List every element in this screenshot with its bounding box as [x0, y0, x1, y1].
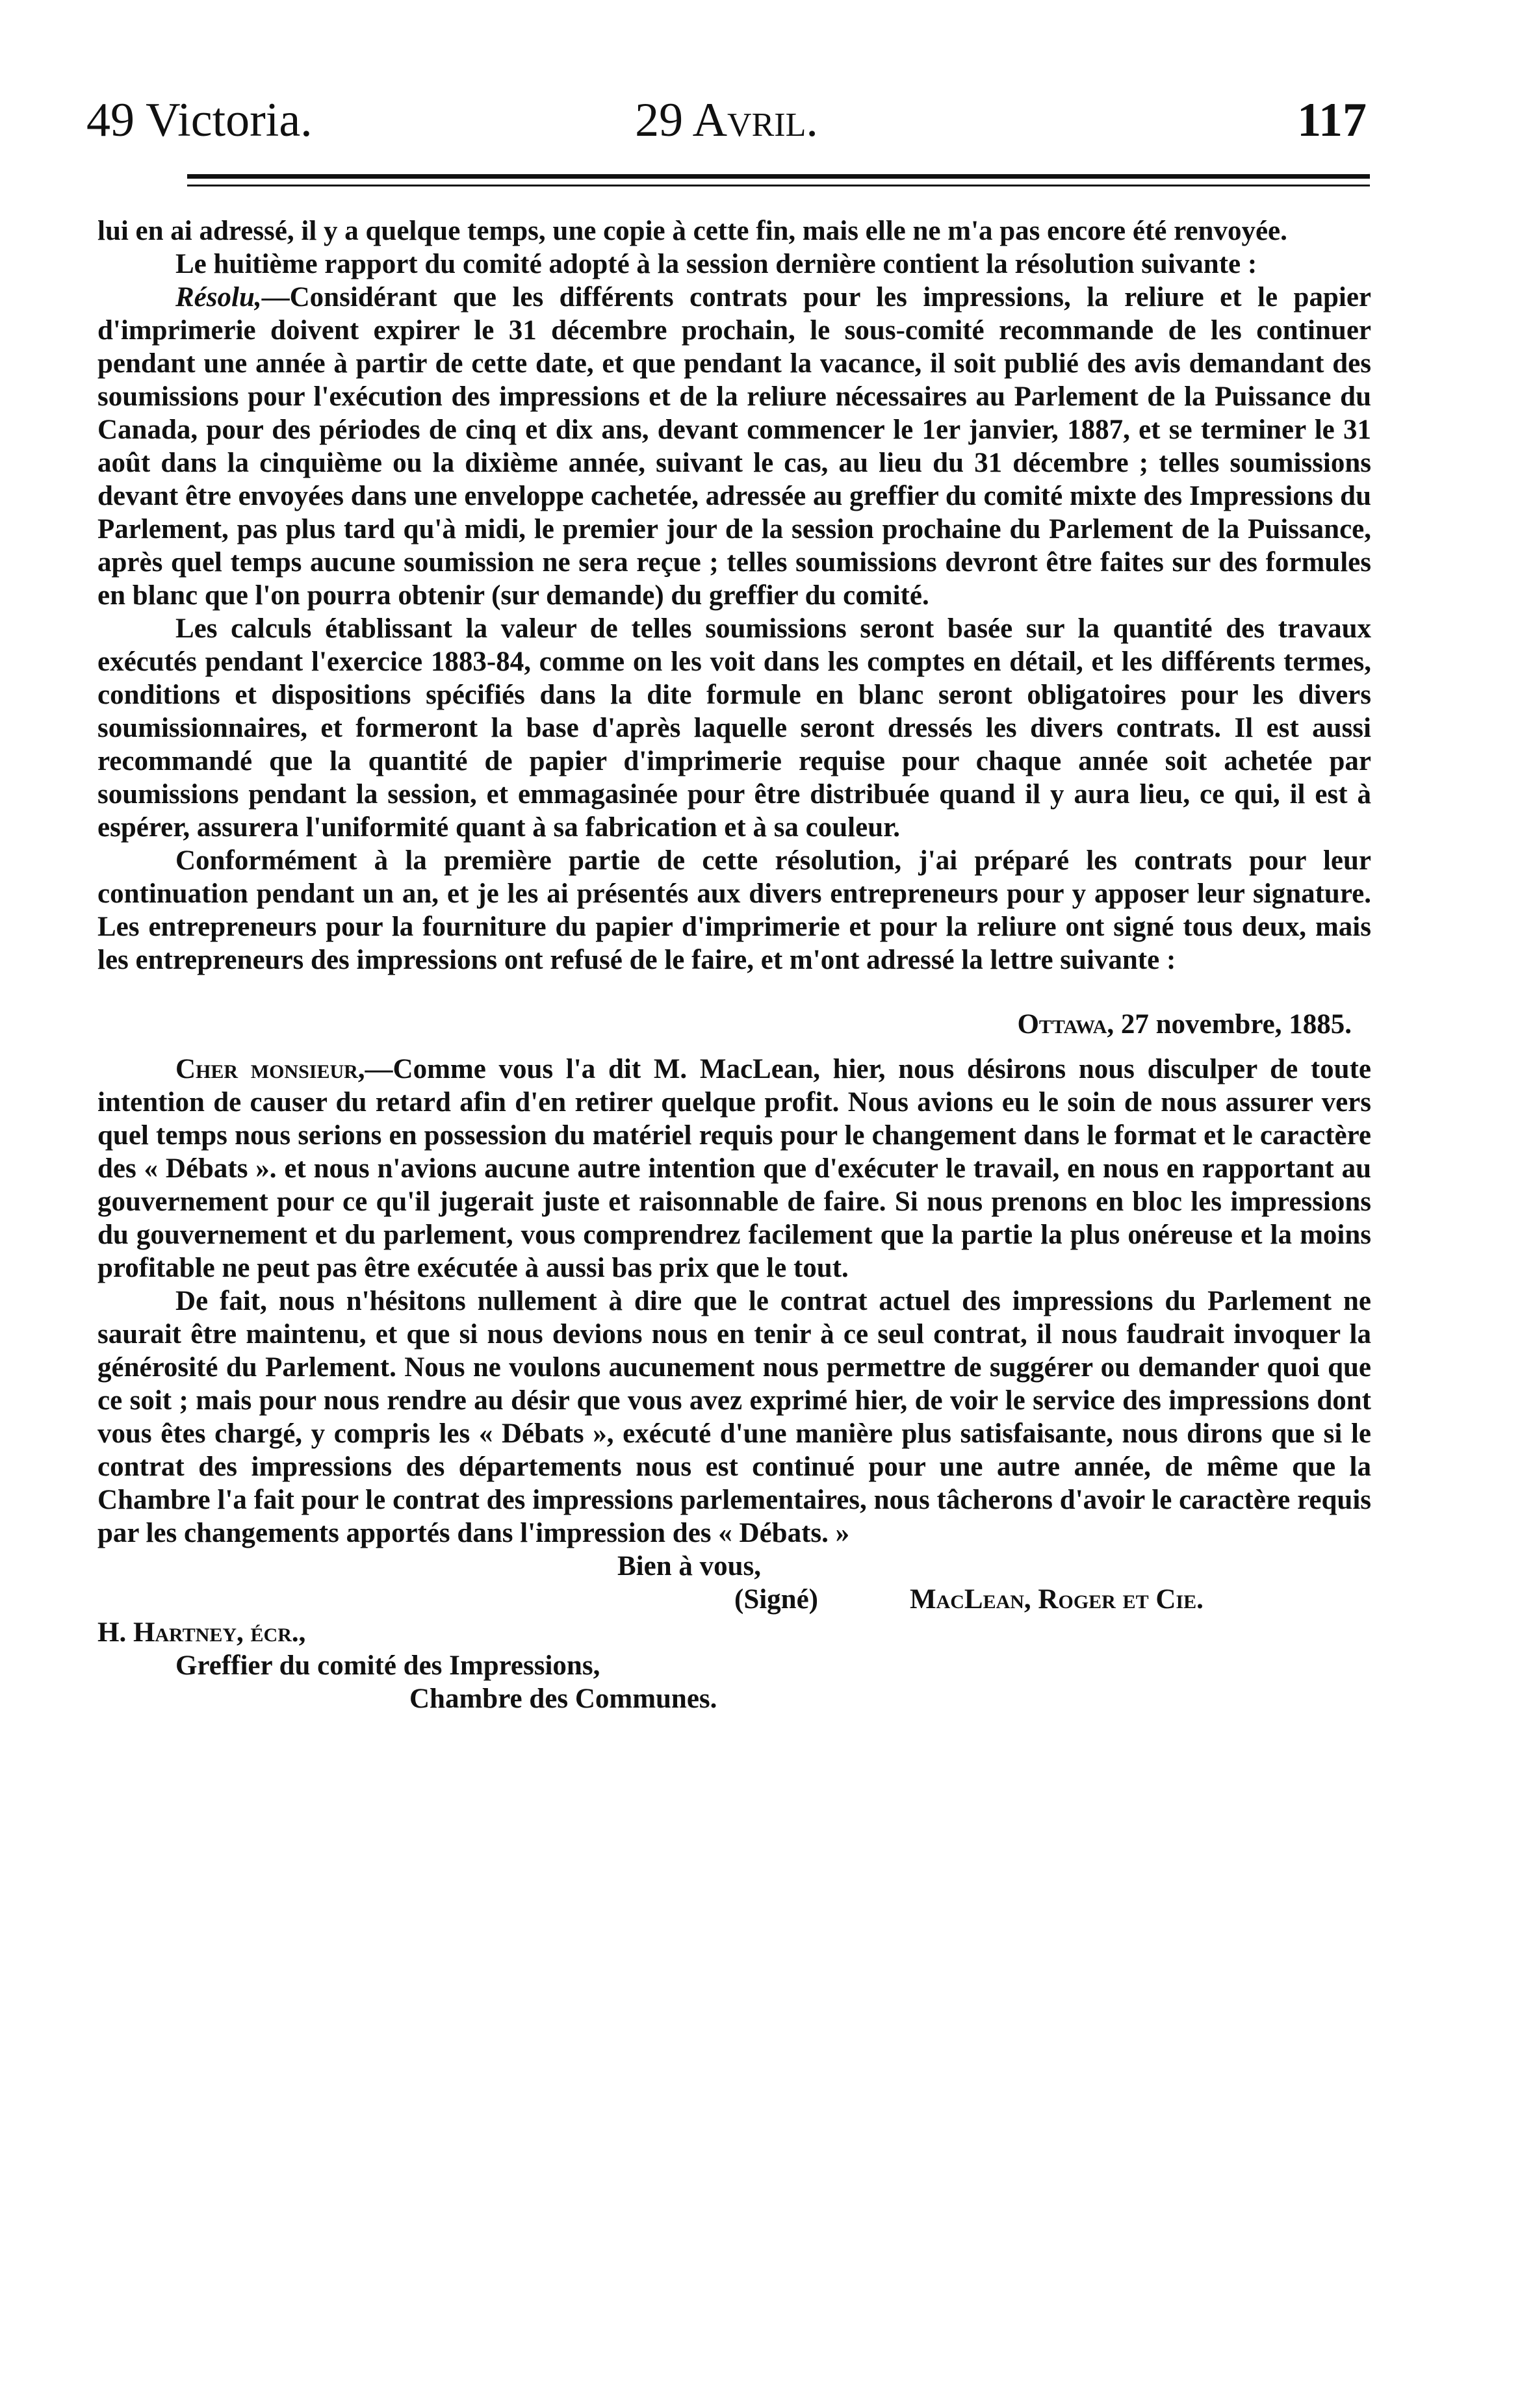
letter-dateline: [97, 1008, 1371, 1041]
paragraph-1: lui en ai adressé, il y a quelque temps, une copie à cette fin, mais elle ne m'a pas encore été renvoyée.: [97, 216, 1287, 246]
letter-paragraph-1: [97, 1053, 1371, 1285]
addressee-name: H. Hartney, écr.,: [97, 1617, 306, 1648]
header-date: 29 Avril.: [635, 94, 818, 147]
letter-salutation: Cher monsieur,: [175, 1054, 365, 1084]
body-text: [97, 214, 1371, 1715]
running-header: [86, 91, 1367, 149]
letter-place: Ottawa,: [1017, 1009, 1114, 1040]
header-rule-thick: [187, 174, 1370, 179]
paragraph-2: Le huitième rapport du comité adopté à la session dernière contient la résolution suivante :: [175, 249, 1257, 279]
resolution-lead: Résolu,: [175, 282, 262, 313]
addressee-place: Chambre des Communes.: [409, 1684, 717, 1714]
addressee-title: Greffier du comité des Impressions,: [175, 1650, 600, 1681]
resolution-text: —Considérant que les différents contrats pour les impressions, la reliure et le papier d'imprimerie doivent expirer le 31 décembre prochain, le sous-comité recommande de les continuer pendant une année à partir de cette date, et que pendant la vacance, il soit publié des avis demandant des soumissions pour l'exécution des impressions et de la reliure nécessaires au Parlement de la Puissance du Canada, pour des périodes de cinq et dix ans, devant commencer le 1er janvier, 1887, et se terminer le 31 août dans la cinquième ou la dixième année, suivant le cas, au lieu du 31 décembre ; telles soumissions devant être envoyées dans une enveloppe cachetée, adressée au greffier du comité mixte des Impressions du Parlement, pas plus tard qu'à midi, le premier jour de la session prochaine du Parlement de la Puissance, après quel temps aucune soumission ne sera reçue ; telles soumissions devront être faites sur des formules en blanc que l'on pourra obtenir (sur demande) du greffier du comité.: [97, 282, 1371, 611]
page-number: 117: [1297, 94, 1367, 147]
letter-paragraph-2: De fait, nous n'hésitons nullement à dire que le contrat actuel des impressions du Parlement ne saurait être maintenu, et que si nous devions nous en tenir à ce seul contrat, il nous faudrait invoquer la générosité du Parlement. Nous ne voulons aucunement nous permettre de suggérer ou demander quoi que ce soit ; mais pour nous rendre au désir que vous avez exprimé hier, de voir le service des impressions dont vous êtes chargé, y compris les « Débats », exécuté d'une manière plus satisfaisante, nous dirons que si le contrat des impressions des départements nous est continué pour une autre année, de même que la Chambre l'a fait pour le contrat des impressions parlementaires, nous tâcherons d'avoir le caractère requis par les changements apportés dans l'impression des « Débats. »: [97, 1286, 1371, 1548]
signature-row: [97, 1583, 1371, 1616]
header-rule-thin: [187, 185, 1370, 186]
paragraph-resolution: [97, 281, 1371, 612]
header-session: 49 Victoria.: [86, 94, 313, 147]
letter-closing: Bien à vous,: [617, 1551, 762, 1582]
signatory-name: MacLean, Roger et Cie.: [910, 1584, 1204, 1615]
paragraph-5: Conformément à la première partie de cette résolution, j'ai préparé les contrats pour leur continuation pendant un an, et je les ai présentés aux divers entrepreneurs pour y apposer leur signature. Les entrepreneurs pour la fourniture du papier d'imprimerie et pour la reliure ont signé tous deux, mais les entrepreneurs des impressions ont refusé de le faire, et m'ont adressé la lettre suivante :: [97, 845, 1371, 975]
letter-date: 27 novembre, 1885.: [1120, 1009, 1352, 1040]
letter-paragraph-1-text: —Comme vous l'a dit M. MacLean, hier, nous désirons nous disculper de toute intention de causer du retard afin d'en retirer quelque profit. Nous avions eu le soin de nous assurer vers quel temps nous serions en possession du matériel requis pour le changement dans le format et le caractère des « Débats ». et nous n'avions aucune autre intention que d'exécuter le travail, en nous en rapportant au gouvernement pour ce qu'il jugerait juste et raisonnable de faire. Si nous prenons en bloc les impressions du gouvernement et du parlement, vous comprendrez facilement que la partie la plus onéreuse et la moins profitable ne peut pas être exécutée à aussi bas prix que le tout.: [97, 1054, 1371, 1283]
paragraph-4: Les calculs établissant la valeur de telles soumissions seront basée sur la quantité des travaux exécutés pendant l'exercice 1883-84, comme on les voit dans les comptes en détail, et les différents termes, conditions et dispositions spécifiés dans la dite formule en blanc seront obligatoires pour les divers soumissionnaires, et formeront la base d'après laquelle seront dressés les divers contrats. Il est aussi recommandé que la quantité de papier d'imprimerie requise pour chaque année soit achetée par soumissions pendant la session, et emmagasinée pour être distribuée quand il y aura lieu, ce qui, il est à espérer, assurera l'uniformité quant à sa fabrication et à sa couleur.: [97, 613, 1371, 843]
signed-label: (Signé): [734, 1584, 818, 1615]
